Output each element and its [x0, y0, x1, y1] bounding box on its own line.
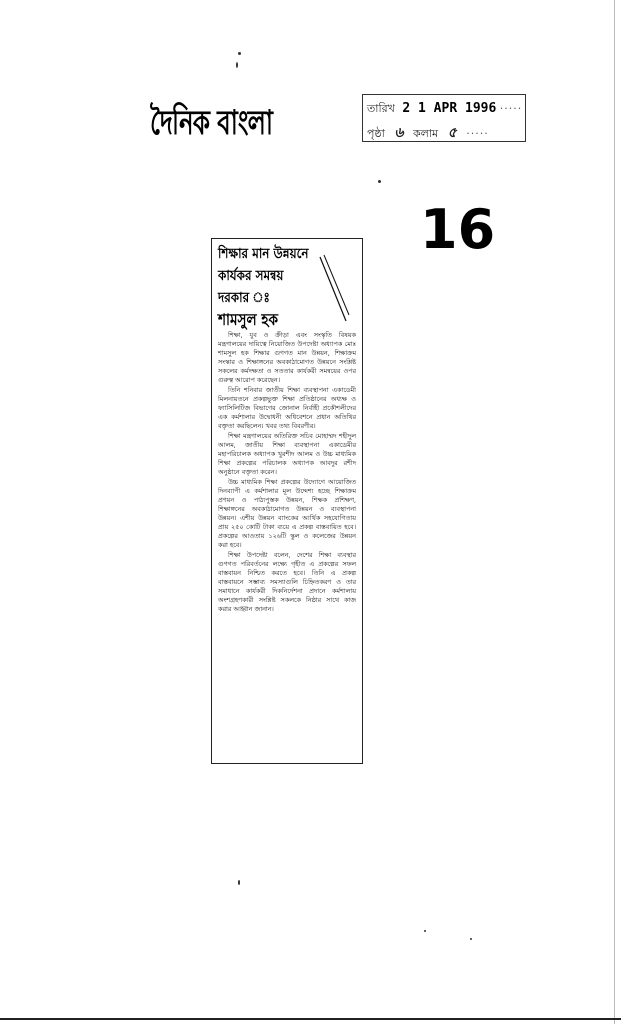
handwritten-page-number: 16: [420, 198, 496, 261]
newspaper-clipping: [211, 238, 363, 764]
stamp-page-row: [367, 121, 489, 145]
page-edge-right: [614, 0, 615, 1024]
headline-line-3: দরকার ঃ: [218, 290, 270, 306]
page-edge-bottom: [0, 1018, 621, 1020]
headline-line-2: কার্যকর সমন্বয়: [218, 268, 284, 284]
stamp-column-value: ৫: [447, 125, 457, 141]
scan-speck: [424, 930, 426, 932]
article-body: [218, 331, 356, 615]
newspaper-masthead: দৈনিক বাংলা: [150, 103, 273, 143]
scan-speck: [238, 880, 240, 885]
stamp-date-label: তারিখ: [367, 102, 395, 115]
stamp-dots: ·····: [499, 102, 523, 115]
article-paragraph: উচ্চ মাধ্যমিক শিক্ষা প্রকল্পের উদ্যোগে আয়োজিত দিনব্যাপী এ কর্মশালার মূল উদ্দেশ্য হচ্ছে শিক্ষাক্রম প্রণয়ন ও পাঠ্যপুস্তক উন্নয়ন, শিক্ষক প্রশিক্ষণ, শিক্ষাঙ্গনের অবকাঠামোগত উন্নয়ন ও ব্যবস্থাপনা উন্নয়ন। এশীয় উন্নয়ন ব্যাংকের আর্থিক সহযোগিতায় প্রায় ২৫০ কোটি টাকা ব্যয়ে এ প্রকল্প বাস্তবায়িত হবে। প্রকল্পের আওতায় ১২৬টি স্কুল ও কলেজের উন্নয়ন করা হবে।: [218, 478, 356, 549]
scan-speck: [470, 938, 472, 940]
stamp-date-row: [367, 100, 522, 119]
scan-speck: [378, 180, 381, 183]
scan-speck: [236, 62, 238, 68]
article-paragraph: শিক্ষা উপদেষ্টা বলেন, দেশের শিক্ষা ব্যবস্থার গুণগত পরিবর্তনের লক্ষ্যে গৃহীত এ প্রকল্পের সফল বাস্তবায়ন নিশ্চিত করতে হবে। তিনি এ প্রকল্প বাস্তবায়নে সম্ভাব্য সমস্যাগুলি চিহ্নিতকরণ ও তার সমাধানে কার্যকরী দিকনির্দেশনা প্রদানে কর্মশালায় অংশগ্রহণকারী সংশ্লিষ্ট সকলকে নিষ্ঠার সাথে কাজ করার আহ্বান জানান।: [218, 551, 356, 613]
article-paragraph: শিক্ষা মন্ত্রণালয়ের অতিরিক্ত সচিব মোহাম্মদ শহীদুল আলম, জাতীয় শিক্ষা ব্যবস্থাপনা একাডেমীর মহাপরিচালক অধ্যাপক খুরশীদ আলম ও উচ্চ মাধ্যমিক শিক্ষা প্রকল্পের পরিচালক অধ্যাপক আবদুর রশীদ অনুষ্ঠানে বক্তৃতা করেন।: [218, 432, 356, 476]
article-byline: শামসুল হক: [218, 310, 279, 329]
article-paragraph: শিক্ষা, যুব ও ক্রীড়া এবং সংস্কৃতি বিষয়ক মন্ত্রণালয়ের দায়িত্বে নিয়োজিত উপদেষ্টা অধ্যাপক মোঃ শামসুল হক শিক্ষার গুণগত মান উন্নয়ন, শিক্ষাক্রম সংস্কার ও শিক্ষাঙ্গনের অবকাঠামোগত উন্নয়নে সংশ্লিষ্ট সকলের কর্মদক্ষতা ও সততার কার্যকরী সমন্বয়ের ওপর গুরুত্ব আরোপ করেছেন।: [218, 331, 356, 384]
clipping-date-stamp: [362, 94, 526, 142]
stamp-column-label: কলাম: [412, 127, 439, 140]
headline-line-1: শিক্ষার মান উন্নয়নে: [218, 246, 309, 262]
article-paragraph: তিনি শনিবার জাতীয় শিক্ষা ব্যবস্থাপনা একাডেমী মিলনায়তনে প্রকল্পভুক্ত শিক্ষা প্রতিষ্ঠানের অধ্যক্ষ ও ফ্যাসিলিটিজ বিভাগের জোনাল নির্বাহী প্রকৌশলীদের এক কর্মশালার উদ্বোধনী অধিবেশনে প্রধান অতিথির বক্তৃতা করছিলেন। খবর তথ্য বিবরণীর।: [218, 386, 356, 430]
stamp-dots-2: ·····: [466, 127, 489, 140]
pen-strike-mark: [312, 249, 352, 329]
stamp-page-label: পৃষ্ঠা: [367, 127, 385, 140]
stamp-page-value: ৬: [394, 125, 404, 141]
scan-speck: [238, 52, 241, 55]
stamp-date-value: 2 1 APR 1996: [402, 101, 497, 116]
